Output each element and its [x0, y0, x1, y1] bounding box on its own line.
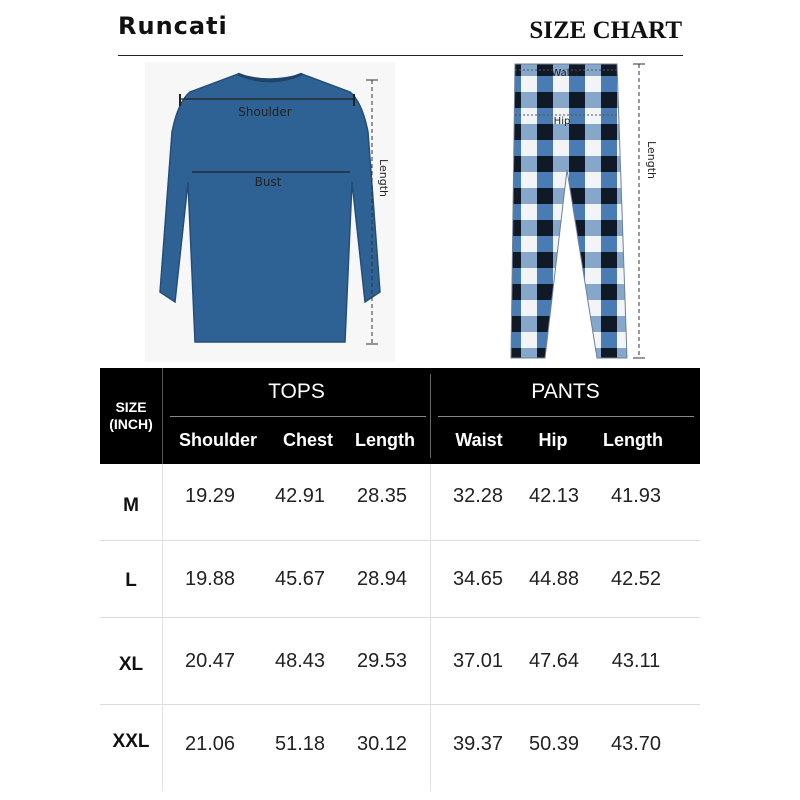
pants-garment-illustration — [505, 60, 675, 365]
brand-logo: Runcati — [118, 12, 228, 40]
value-cell: 43.70 — [610, 732, 662, 755]
value-cell: 42.91 — [274, 484, 326, 507]
value-cell: 44.88 — [528, 567, 580, 590]
row-size-divider — [162, 618, 163, 704]
column-header-waist: Waist — [455, 429, 503, 450]
size-cell: L — [125, 570, 137, 591]
value-cell: 21.06 — [184, 732, 236, 755]
column-header-shoulder: Shoulder — [178, 429, 257, 450]
header-divider — [118, 55, 683, 56]
size-table — [100, 368, 700, 791]
row-size-divider — [162, 705, 163, 791]
row-size-divider — [162, 464, 163, 540]
pants-length-label: Length — [645, 141, 658, 179]
value-cell: 32.28 — [452, 484, 504, 507]
value-cell: 47.64 — [528, 649, 580, 672]
table-header — [100, 368, 700, 464]
bust-label: Bust — [254, 175, 282, 189]
value-cell: 42.52 — [610, 567, 662, 590]
size-cell: M — [123, 495, 139, 516]
value-cell: 45.67 — [274, 567, 326, 590]
value-cell: 43.11 — [611, 649, 661, 672]
group-header-pants: PANTS — [531, 380, 600, 403]
table-row — [100, 464, 700, 541]
value-cell: 50.39 — [528, 732, 580, 755]
value-cell: 34.65 — [452, 567, 504, 590]
column-header-pants-length: Length — [603, 429, 663, 450]
value-cell: 37.01 — [452, 649, 504, 672]
table-row — [100, 705, 700, 791]
row-group-divider — [430, 541, 431, 617]
value-cell: 39.37 — [452, 732, 504, 755]
top-garment-illustration — [140, 62, 400, 362]
size-header-line2: (INCH) — [109, 416, 153, 432]
size-cell: XL — [118, 654, 144, 675]
value-cell: 42.13 — [528, 484, 580, 507]
group-header-tops: TOPS — [268, 380, 325, 403]
column-header-hip: Hip — [538, 429, 568, 450]
hip-label: Hip — [553, 116, 571, 127]
value-cell: 41.93 — [610, 484, 662, 507]
value-cell: 51.18 — [274, 732, 326, 755]
row-size-divider — [162, 541, 163, 617]
value-cell: 20.47 — [184, 649, 236, 672]
group-divider — [430, 374, 431, 458]
shoulder-label: Shoulder — [238, 105, 292, 119]
row-group-divider — [430, 705, 431, 791]
value-cell: 19.29 — [184, 484, 236, 507]
table-row — [100, 618, 700, 705]
size-column-header — [100, 368, 163, 464]
value-cell: 28.35 — [356, 484, 408, 507]
value-cell: 30.12 — [356, 732, 408, 755]
value-cell: 29.53 — [356, 649, 408, 672]
column-header-top-length: Length — [355, 429, 415, 450]
column-header-chest: Chest — [282, 429, 333, 450]
waist-label: Waist — [551, 68, 579, 79]
row-group-divider — [430, 618, 431, 704]
row-group-divider — [430, 464, 431, 540]
page-title: SIZE CHART — [529, 17, 682, 44]
value-cell: 28.94 — [356, 567, 408, 590]
table-row — [100, 541, 700, 618]
size-cell: XXL — [112, 731, 150, 752]
top-length-label: Length — [377, 159, 390, 197]
value-cell: 48.43 — [274, 649, 326, 672]
value-cell: 19.88 — [184, 567, 236, 590]
size-header-line1: SIZE — [115, 399, 147, 415]
